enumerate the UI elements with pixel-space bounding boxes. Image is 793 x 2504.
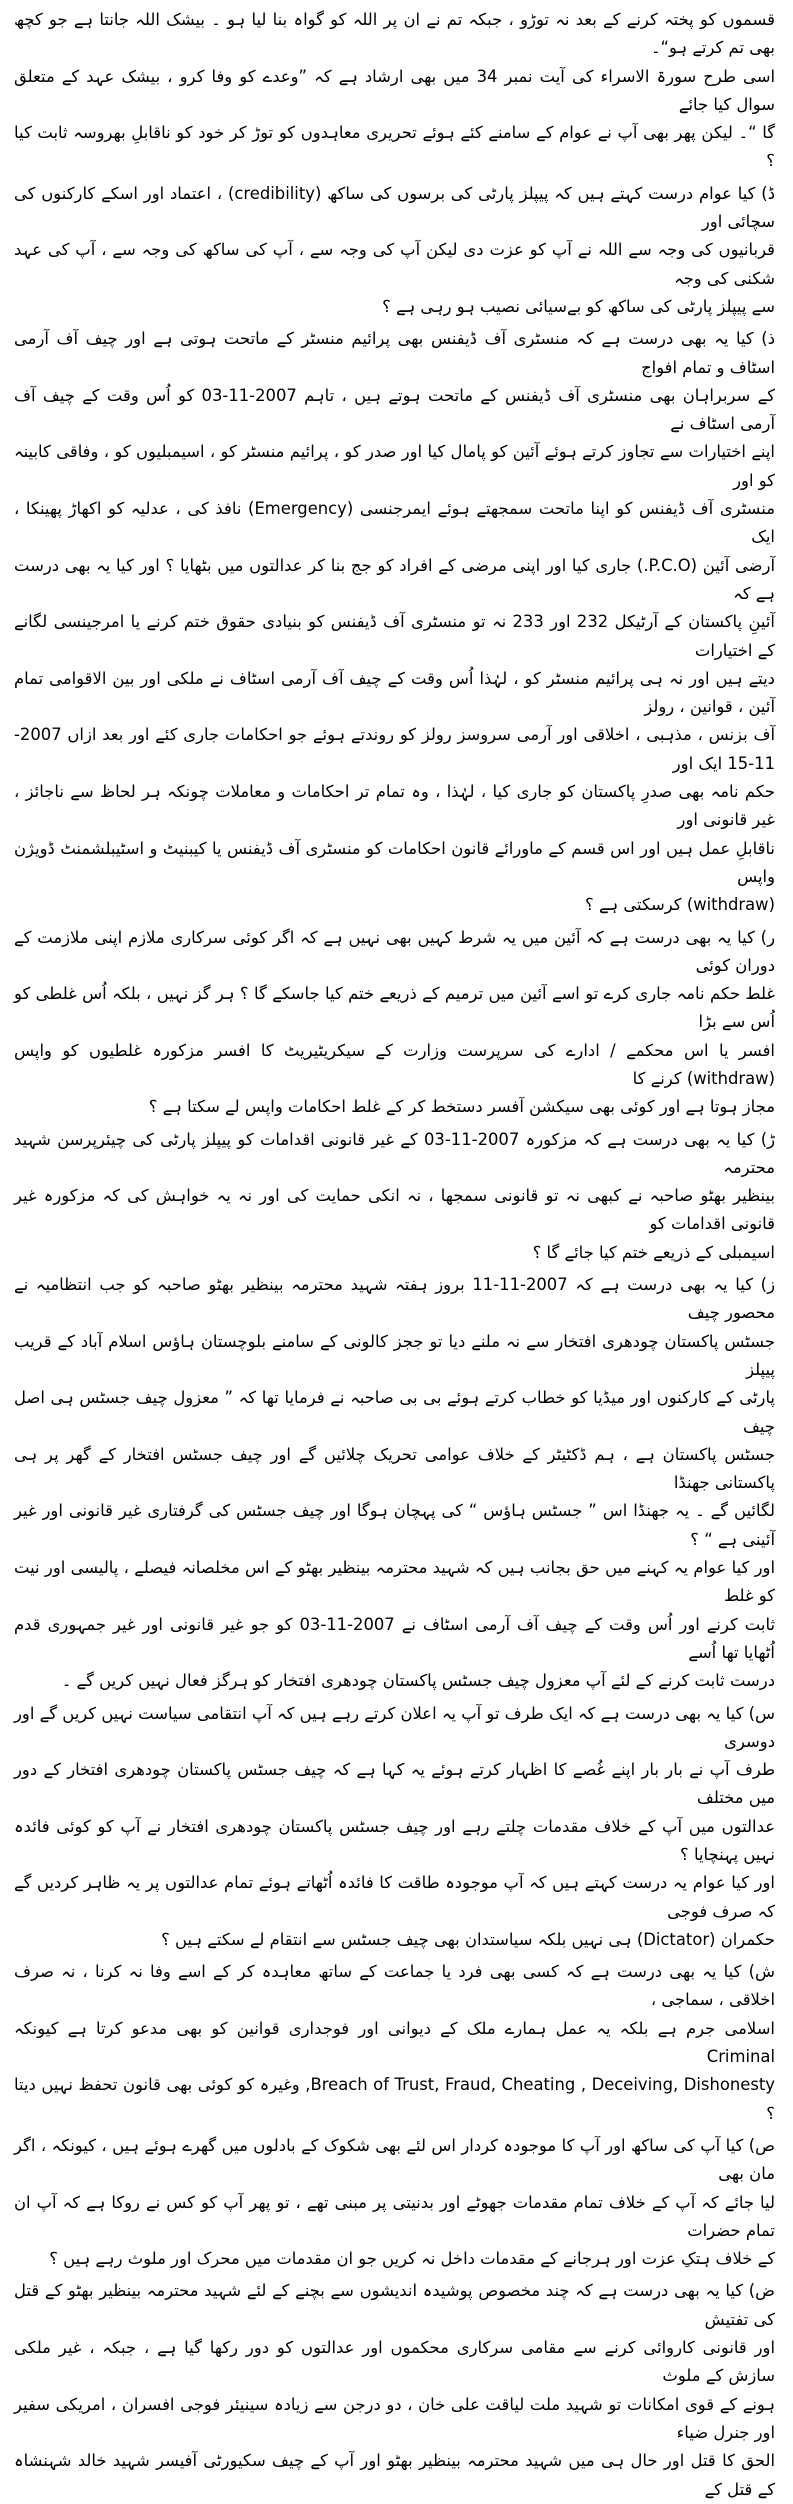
paragraph-intro: قسموں کو پختہ کرنے کے بعد نہ توڑو ، جبکہ تم نے ان پر اللہ کو گواہ بنا لیا ہو ۔ بیشک اللہ جانتا ہے جو کچھ بھی تم کرتے ہو“۔ اسی طرح سورۃ الاسراء کی آیت نمبر 34 میں بھی ارشاد ہے کہ ”وعدے کو وفا کرو ، بیشک عہد کے متعلق سوال کیا جائے گا “۔ لیکن پھر بھی آپ نے عوام کے سامنے کئے ہوئے تحریری معاہدوں کو توڑ کر خود کو ناقابلِ بھروسہ ثابت کیا ؟ — [14, 10, 776, 171]
paragraph-suad: ص) کیا آپ کی ساکھ اور آپ کا موجودہ کردار اس لئے بھی شکوک کے بادلوں میں گھرے ہوئے ہیں ، کیونکہ ، اگر مان بھی لیا جائے کہ آپ کے خلاف تمام مقدمات جھوٹے اور بدنیتی پر مبنی تھے ، تو پھر آپ کو کس نے روکا ہے کہ آپ ان تمام حضرات کے خلاف ہتکِ عزت اور ہرجانے کے مقدمات داخل نہ کریں جو ان مقدمات میں محرک اور ملوث رہے ہیں ؟ — [14, 2135, 775, 2269]
paragraph-ray: ر) کیا یہ بھی درست ہے کہ آئین میں یہ شرط کہیں بھی نہیں ہے کہ اگر کوئی سرکاری ملازم اپنی ملازمت کے دوران کوئی غلط حکم نامہ جاری کرے تو اسے آئین میں ترمیم کے ذریعے ختم کیا جاسکے گا ؟ ہر گز نہیں ، بلکہ اُس غلطی کو اُس سے بڑا افسر یا اس محکمے / ادارے کی سرپرست وزارت کے سیکریٹیریٹ کا افسر مزکورہ غلطیوں کو واپس (withdraw) کرنے کا مجاز ہوتا ہے اور کوئی بھی سیکشن آفسر دستخط کر کے غلط احکامات واپس لے سکتا ہے ؟ — [14, 927, 775, 1117]
paragraph-zay: ز) کیا یہ بھی درست ہے کہ 2007-11-11 بروز ہفتہ شہید محترمہ بینظیر بھٹو صاحبہ کو جب انتظامیہ نے محصور چیف جسٹس پاکستان چودھری افتخار سے نہ ملنے دیا تو ججز کالونی کے سامنے بلوچستان ہاؤس اسلام آباد کے قریب پیپلز پارٹی کے کارکنوں اور میڈیا کو خطاب کرتے ہوئے بی بی صاحبہ نے فرمایا تھا کہ ” معزول چیف جسٹس ہی اصل چیف جسٹس پاکستان ہے ، ہم ڈکٹیٹر کے خلاف عوامی تحریک چلائیں گے اور چیف جسٹس افتخار کے گھر پر ہی پاکستانی جھنڈا لگائیں گے ۔ یہ جھنڈا اس ” جسٹس ہاؤس “ کی پہچان ہوگا اور چیف جسٹس کی گرفتاری غیر قانونی اور غیر آئینی ہے “ ؟ اور کیا عوام یہ کہنے میں حق بجانب ہیں کہ شہید محترمہ بینظیر بھٹو کے اس مخلصانہ فیصلے ، پالیسی اور نیت کو غلط ثابت کرنے اور اُس وقت کے چیف آف آرمی اسٹاف نے 2007-11-03 کو جو غیر قانونی اور غیر جمہوری قدم اُٹھایا تھا اُسے درست ثابت کرنے کے لئے آپ معزول چیف جسٹس پاکستان چودھری افتخار کو ہرگز فعال نہیں کریں گے ۔ — [14, 1275, 776, 1691]
paragraph-sheen: ش) کیا یہ بھی درست ہے کہ کسی بھی فرد یا جماعت کے ساتھ معاہدہ کر کے اسے وفا نہ کرنا ، نہ صرف اخلاقی ، سماجی ، اسلامی جرم ہے بلکہ یہ عمل ہمارے ملک کے دیوانی اور فوجداری قوانین کو بھی مدعو کرتا ہے کیونکہ Criminal Breach of Trust, Fraud, Cheating , Deceiving, Dishonesty, وغیرہ کو کوئی بھی قانون تحفظ نہیں دیتا ؟ — [14, 1962, 776, 2123]
paragraph-rray: ڑ) کیا یہ بھی درست ہے کہ مزکورہ 2007-11-03 کے غیر قانونی اقدامات کو پیپلز پارٹی کی چیئرپرسن شہید محترمہ بینظیر بھٹو صاحبہ نے کبھی نہ تو قانونی سمجھا ، نہ انکی حمایت کی اور نہ یہ خواہش کی کہ مزکورہ غیر قانونی اقدامات کو اسیمبلی کے ذریعے ختم کیا جائے گا ؟ — [14, 1129, 775, 1262]
paragraph-zuad: ض) کیا یہ بھی درست ہے کہ چند مخصوص پوشیدہ اندیشوں سے بچنے کے لئے شہید محترمہ بینظیر بھٹو کے قتل کی تفتیش اور قانونی کاروائی کرنے سے مقامی سرکاری محکموں اور عدالتوں کو دور رکھا گیا ہے ، جبکہ ، غیر ملکی سازش کے ملوث ہونے کے قوی امکانات تو شہید ملت لیاقت علی خان ، دو درجن سے زیادہ سینیئر فوجی افسران ، امریکی سفیر اور جنرل ضیاء الحق کا قتل اور حال ہی میں شہید محترمہ بینظیر بھٹو اور آپ کے چیف سکیورٹی آفیسر شہید خالد شہنشاہ کے قتل کے — [14, 2281, 775, 2499]
paragraph-seen: س) کیا یہ بھی درست ہے کہ ایک طرف تو آپ یہ اعلان کرتے رہے ہیں کہ آپ انتقامی سیاست نہیں کریں گے اور دوسری طرف آپ نے بار بار اپنے غُصے کا اظہار کرتے ہوئے یہ کہا ہے کہ چیف جسٹس پاکستان چودھری افتخار کے دور میں مختلف عدالتوں میں آپ کے خلاف مقدمات چلتے رہے اور چیف جسٹس پاکستان چودھری افتخار نے آپ کو کوئی فائدہ نہیں پہنچایا ؟ اور کیا عوام یہ درست کہتے ہیں کہ آپ موجودہ طاقت کا فائدہ اُٹھاتے ہوئے تمام عدالتوں پر یہ ظاہر کردیں گے کہ صرف فوجی حکمران (Dictator) ہی نہیں بلکہ سیاستدان بھی چیف جسٹس سے انتقام لے سکتے ہیں ؟ — [14, 1703, 775, 1949]
paragraph-ddal: ڈ) کیا عوام درست کہتے ہیں کہ پیپلز پارٹی کی برسوں کی ساکھ (credibility) ، اعتماد اور اسکے کارکنوں کی سچائی اور قربانیوں کی وجہ سے اللہ نے آپ کو عزت دی لیکن آپ کی وجہ سے ، آپ کی ساکھ کی وجہ سے ، آپ کی عہد شکنی کی وجہ سے پیپلز پارٹی کی ساکھ کو بےسیائی نصیب ہو رہی ہے ؟ — [14, 183, 775, 316]
paragraph-zaal: ذ) کیا یہ بھی درست ہے کہ منسٹری آف ڈیفنس بھی پرائیم منسٹر کے ماتحت ہوتی ہے اور چیف آف آرمی اسٹاف و تمام افواج کے سربراہان بھی منسٹری آف ڈیفنس کے ماتحت ہوتے ہیں ، تاہم 2007-11-03 کو اُس وقت کے چیف آف آرمی اسٹاف نے اپنے اختیارات سے تجاوز کرتے ہوئے آئین کو پامال کیا اور صدر کو ، پرائیم منسٹر کو ، اسیمبلیوں کو ، وفاقی کابینہ کو اور منسٹری آف ڈیفنس کو اپنا ماتحت سمجھتے ہوئے ایمرجنسی (Emergency) نافذ کی ، عدلیہ کو اکھاڑ پھینکا ، ایک آرضی آئین (P.C.O.) جاری کیا اور اپنی مرضی کے افراد کو جج بنا کر عدالتوں میں بٹھایا ؟ اور کیا یہ بھی درست ہے کہ آئینِ پاکستان کے آرٹیکل 232 اور 233 نہ تو منسٹری آف ڈیفنس کو بنیادی حقوق ختم کرنے یا امرجینسی لگانے کے اختیارات دیتے ہیں اور نہ ہی پرائیم منسٹر کو ، لہٰذا اُس وقت کے چیف آف آرمی اسٹاف نے ملکی اور بین الاقوامی تمام آئین ، قوانین ، رولز آف بزنس ، مذہبی ، اخلاقی اور آرمی سروسز رولز کو روندتے ہوئے جو احکامات جاری کئے اور بعد ازاں 2007-11-15 ایک اور حکم نامہ بھی صدرِ پاکستان کو جاری کیا ، لہٰذا ، وہ تمام تر احکامات و معاملات چونکہ ہر لحاظ سے ناجائز ، غیر قانونی اور ناقابلِ عمل ہیں اور اس قسم کے ماورائے قانون احکامات کو منسٹری آف ڈیفنس یا کیبنیٹ و اسٹیبلشمنٹ ڈویژن واپس (withdraw) کرسکتی ہے ؟ — [14, 329, 776, 915]
